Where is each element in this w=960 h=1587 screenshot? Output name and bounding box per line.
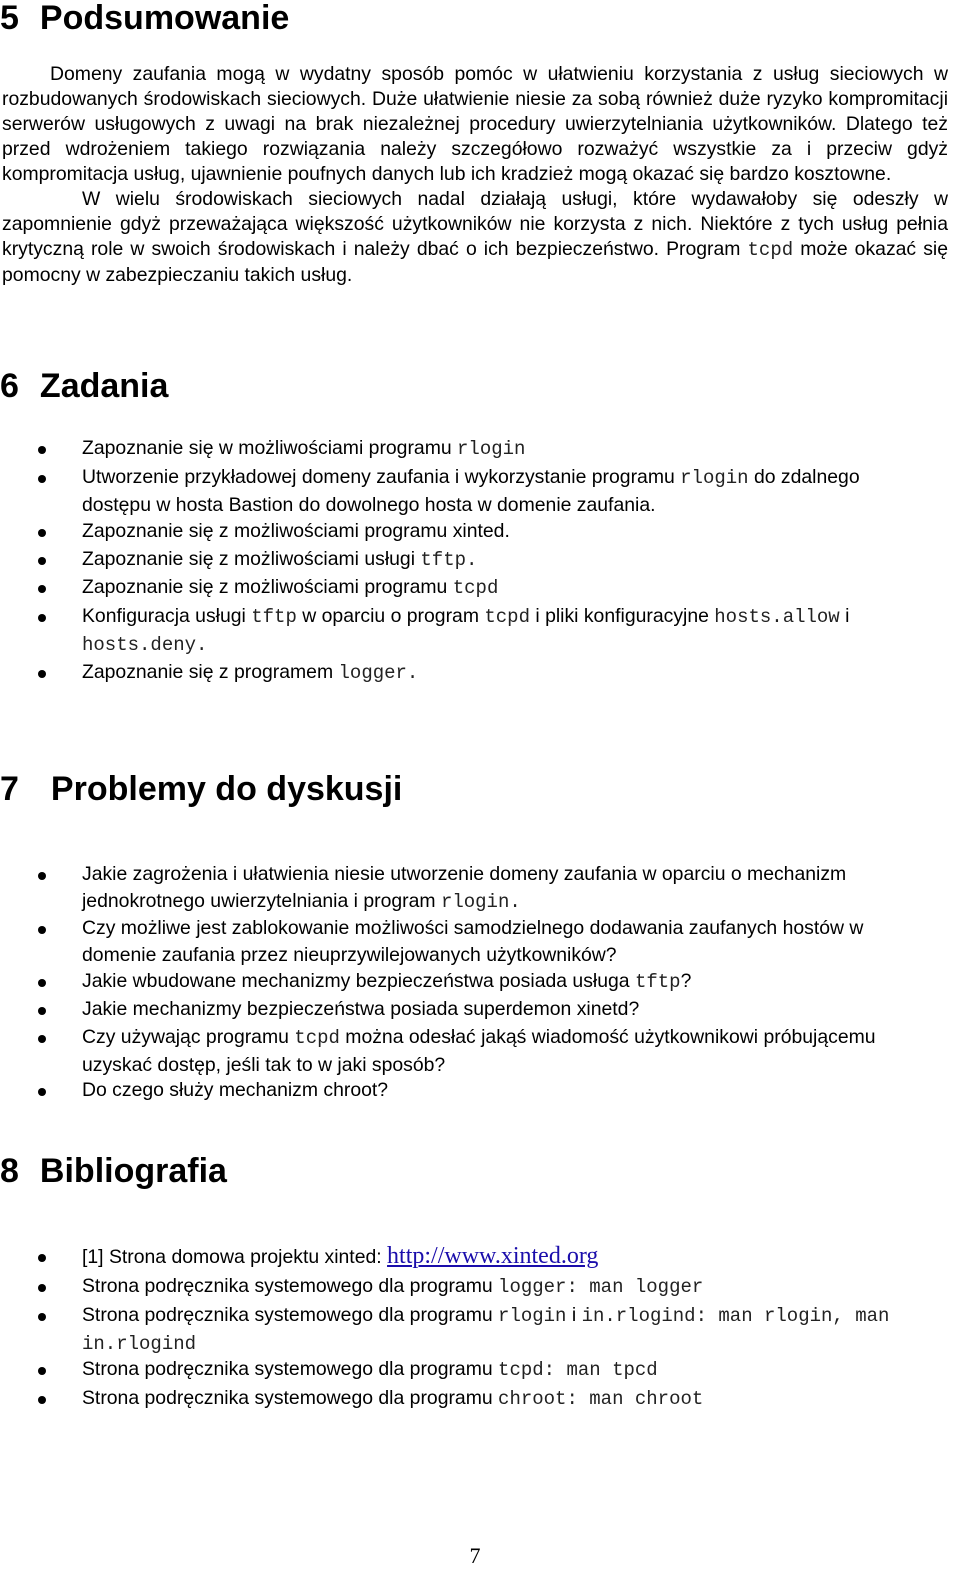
bullet-icon xyxy=(38,475,46,483)
bullet-icon xyxy=(38,1035,46,1043)
section-number: 7 xyxy=(0,770,19,808)
section-5-heading xyxy=(0,0,289,38)
list-item: Czy możliwe jest zablokowanie możliwości samodzielnego dodawania zaufanych hostów w domenie zaufania przez nieuprzywilejowanych użytkowników? xyxy=(0,915,930,969)
list-item: Czy używając programu tcpd można odesłać jakąś wiadomość użytkownikowi próbującemu uzyskać dostęp, jeśli tak to w jaki sposób? xyxy=(0,1024,930,1079)
section-number: 6 xyxy=(0,367,19,405)
list-item: [1] Strona domowa projektu xinted: http://www.xinted.org xyxy=(0,1243,930,1271)
section-number: 5 xyxy=(0,0,19,37)
bullet-icon xyxy=(38,557,46,565)
bullet-icon xyxy=(38,446,46,454)
bullet-icon xyxy=(38,1254,46,1262)
bullet-icon xyxy=(38,872,46,880)
bullet-icon xyxy=(38,926,46,934)
list-item: Jakie zagrożenia i ułatwienia niesie utworzenie domeny zaufania w oparciu o mechanizm jednokrotnego uwierzytelniania i program rlogin. xyxy=(0,861,930,916)
list-item: Zapoznanie się w możliwościami programu rlogin xyxy=(0,435,930,463)
section-8-heading xyxy=(0,1151,227,1191)
section-6-heading xyxy=(0,366,168,406)
bullet-icon xyxy=(38,1396,46,1404)
summary-paragraph-1: Domeny zaufania mogą w wydatny sposób pomóc w ułatwieniu korzystania z usług sieciowych w rozbudowanych środowiskach sieciowych. Duże ułatwienie niesie za sobą również duże ryzyko kompromitacji serwerów usługowych z uwagi na brak niezależnej procedury uwierzytelniania użytkowników. Dlatego też przed wdrożeniem takiego rozwiązania należy szczegółowo rozważyć wszystkie za i przeciw gdyż kompromitacja usług, ujawnienie poufnych danych lub ich kradzież mogą okazać się bardzo kosztowne. W wielu środowiskach sieciowych nadal działają usługi, które wydawałoby się odeszły w zapomnienie gdyż przeważająca większość użytkowników nie korzysta z nich. Niektóre z tych usług pełnia krytyczną role w swoich środowiskach i należy dbać o ich bezpieczeństwo. Program tcpd może okazać się pomocny w zabezpieczaniu takich usług. xyxy=(2,63,948,286)
bullet-icon xyxy=(38,585,46,593)
list-item: Strona podręcznika systemowego dla programu rlogin i in.rlogind: man rlogin, man in.rlogind xyxy=(0,1302,930,1358)
section-title: Zadania xyxy=(39,367,169,405)
list-item: Do czego służy mechanizm chroot? xyxy=(0,1077,930,1104)
section-number: 8 xyxy=(0,1152,19,1190)
bullet-icon xyxy=(38,1313,46,1321)
bullet-icon xyxy=(38,1367,46,1375)
list-item: Zapoznanie się z możliwościami programu xinted. xyxy=(0,518,930,545)
list-item: Strona podręcznika systemowego dla programu tcpd: man tpcd xyxy=(0,1356,930,1384)
list-item: Zapoznanie się z programem logger. xyxy=(0,659,930,687)
bullet-icon xyxy=(38,614,46,622)
bullet-icon xyxy=(38,529,46,537)
section-7-heading xyxy=(0,769,402,809)
section-title: Problemy do dyskusji xyxy=(50,770,403,808)
list-item: Zapoznanie się z możliwościami usługi tftp. xyxy=(0,546,930,574)
section-title: Bibliografia xyxy=(39,1152,227,1190)
list-item: Strona podręcznika systemowego dla programu logger: man logger xyxy=(0,1273,930,1301)
section-title: Podsumowanie xyxy=(39,0,290,37)
page-number: 7 xyxy=(469,1543,481,1568)
list-item: Jakie mechanizmy bezpieczeństwa posiada superdemon xinetd? xyxy=(0,996,930,1023)
list-item: Zapoznanie się z możliwościami programu tcpd xyxy=(0,574,930,602)
bullet-icon xyxy=(38,1284,46,1292)
code-tcpd: tcpd xyxy=(747,239,794,261)
list-item: Jakie wbudowane mechanizmy bezpieczeństwa posiada usługa tftp? xyxy=(0,968,930,996)
bullet-icon xyxy=(38,979,46,987)
list-item: Strona podręcznika systemowego dla programu chroot: man chroot xyxy=(0,1385,930,1413)
list-item: Utworzenie przykładowej domeny zaufania i wykorzystanie programu rlogin do zdalnego dostępu w hosta Bastion do dowolnego hosta w domenie zaufania. xyxy=(0,464,930,519)
list-item: Konfiguracja usługi tftp w oparciu o program tcpd i pliki konfiguracyjne hosts.allow i hosts.deny. xyxy=(0,603,930,659)
bullet-icon xyxy=(38,1088,46,1096)
bullet-icon xyxy=(38,670,46,678)
bullet-icon xyxy=(38,1007,46,1015)
xinted-homepage-link[interactable]: http://www.xinted.org xyxy=(387,1243,599,1269)
